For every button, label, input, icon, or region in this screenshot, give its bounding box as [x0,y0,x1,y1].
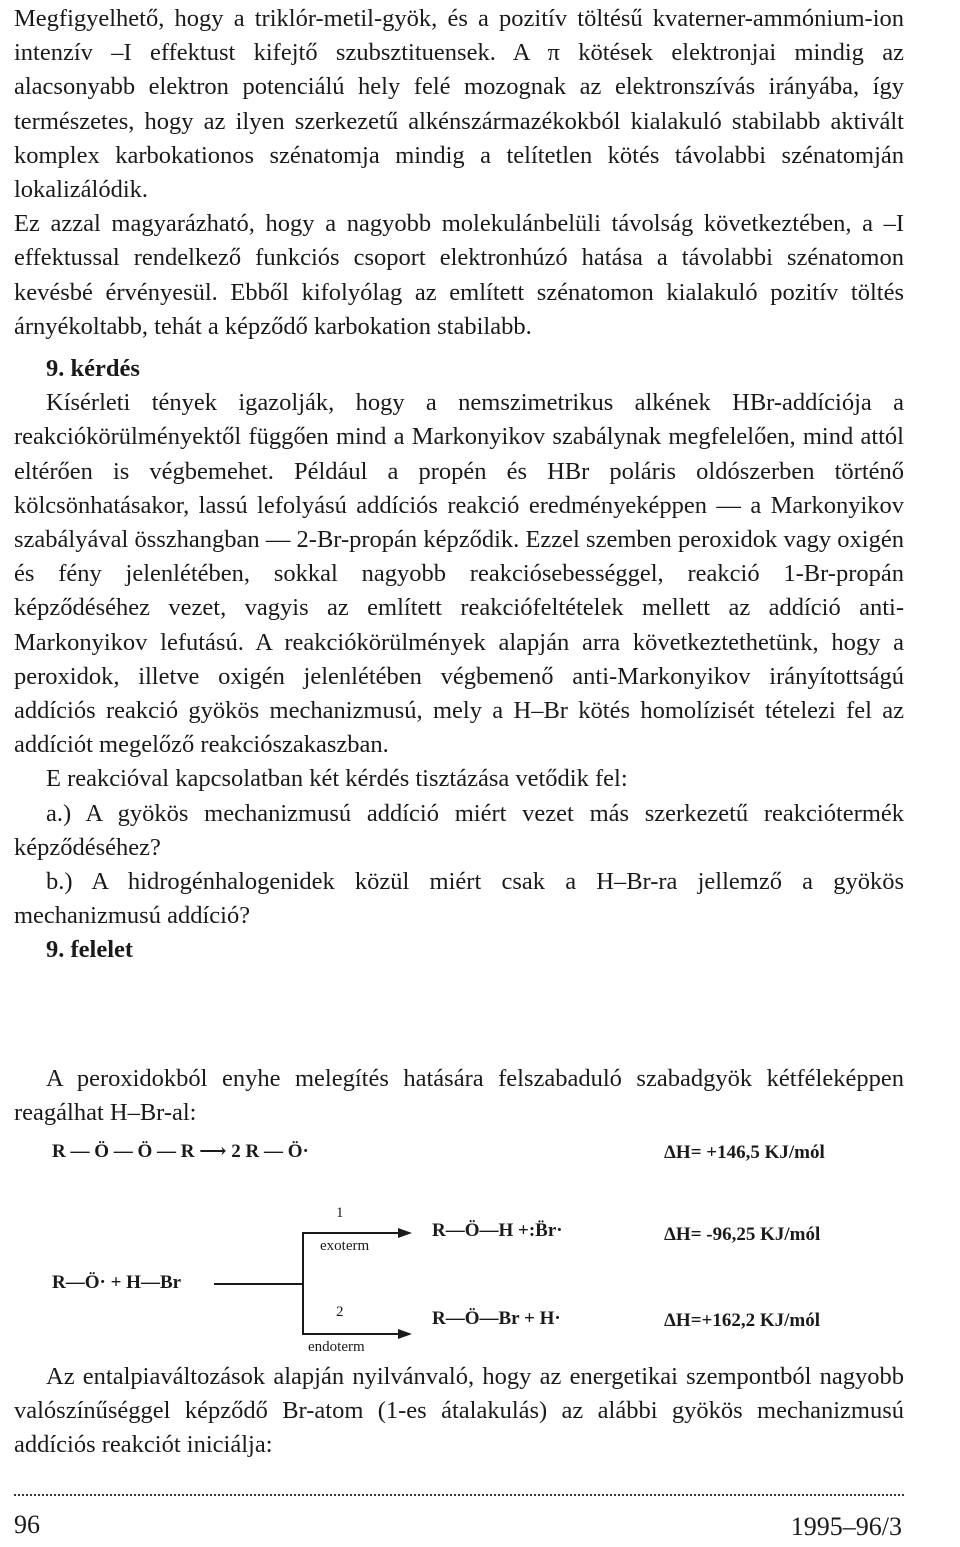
arrow-path-2-head [398,1329,412,1339]
arrow-path-1-shaft [302,1232,402,1234]
branch-vertical-line [302,1232,304,1334]
paragraph-effect-intro: Megfigyelhető, hogy a triklór-metil-gyök, és a pozitív töltésű kvaterner-ammónium-ion intenzív –I effektust kifejtő szubsztituensek. A π kötések elektronjai mindig az alacsonyabb elektron potenciálú hely felé mozognak az elektronszívás irányába, így természetes, hogy az ilyen szerkezetű alkénszármazékokból kialakuló stabilabb aktivált komplex karbokationos szénatomja mindig a telítetlen kötés távolabbi szénatomján lokalizálódik. [14,5,904,204]
product-path-1: R—Ö—H +:B̈r· [432,1220,563,1241]
paragraph-enthalpy-conclusion: Az entalpiaváltozások alapján nyilvánvaló, hogy az energetikai szempontból nagyobb valószínűséggel képződő Br-atom (1-es átalakulás) az alábbi gyökös mechanizmusú addíciós reakciót iniciálja: [14,1363,904,1459]
page-number: 96 [14,1510,40,1539]
enthalpy-reaction-1: ΔH= +146,5 KJ/mól [664,1142,825,1163]
issue-number: 1995–96/3 [790,1512,902,1541]
arrow-path-2-shaft [302,1333,402,1335]
paragraph-answer-intro: A peroxidokból enyhe melegítés hatására felszabaduló szabadgyök kétféleképpen reagálhat H–Br-al: [14,1065,904,1127]
main-text-block [14,2,904,968]
paragraph-question-body: Kísérleti tények igazolják, hogy a nemszimetrikus alkének HBr-addíciója a reakciókörülményektől függően mind a Markonyikov szabálynak megfelelően, mind attól eltérően is végbemehet. Például a propén és HBr poláris oldószerben történő kölcsönhatásakor, lassú lefolyású addíciós reakció eredményeképpen — a Markonyikov szabályával összhangban — 2-Br-propán képződik. Ezzel szemben peroxidok vagy oxigén és fény jelenlétében, sokkal nagyobb reakciósebességgel, reakció 1-Br-propán képződéséhez vezet, vagyis az említett reakciófeltételek mellett az addíció anti-Markonyikov lefutású. A reakciókörülmények alapján arra következtethetünk, hogy a peroxidok, illetve oxigén jelenlétében végbemenő anti-Markonyikov irányítottságú addíciós reakció gyökös mechanizmusú, mely a H–Br kötés homolízisét tételezi fel az addíciót megelőző reakciószakaszban. [14,389,904,759]
arrow-path-1-head [398,1228,412,1238]
path-2-number: 2 [336,1304,344,1320]
path-1-label: exoterm [320,1238,370,1254]
enthalpy-reaction-3: ΔH=+162,2 KJ/mól [664,1310,821,1331]
branch-connector [214,1283,302,1285]
paragraph-two-questions: E reakcióval kapcsolatban két kérdés tisztázása vetődik fel: [46,765,628,793]
product-path-2: R—Ö—Br + H· [432,1308,561,1329]
enthalpy-reaction-2: ΔH= -96,25 KJ/mól [664,1224,821,1245]
question-b: b.) A hidrogénhalogenidek közül miért csak a H–Br-ra jellemző a gyökös mechanizmusú addíció? [14,868,904,930]
path-1-number: 1 [336,1205,344,1221]
question-heading: 9. kérdés [46,355,140,383]
question-a: a.) A gyökös mechanizmusú addíció miért vezet más szerkezetű reakciótermék képződéséhez? [14,799,904,861]
answer-intro-block [14,1062,904,1130]
bottom-text-block [14,1360,904,1463]
reaction-peroxide-cleavage: R — Ö — Ö — R ⟶ 2 R — Ö· [52,1141,309,1162]
path-2-label: endoterm [308,1339,365,1355]
answer-heading: 9. felelet [46,936,134,964]
reactant-alkoxy-hbr: R—Ö· + H—Br [52,1272,182,1293]
paragraph-distance-explanation: Ez azzal magyarázható, hogy a nagyobb molekulánbelüli távolság következtében, a –I effektussal rendelkező funkciós csoport elektronhúzó hatása a távolabbi szénatomon kevésbé érvényesül. Ebből kifolyólag az említett szénatomon kialakuló pozitív töltés árnyékoltabb, tehát a képződő karbokation stabilabb. [14,210,904,340]
footer-divider [14,1494,904,1499]
